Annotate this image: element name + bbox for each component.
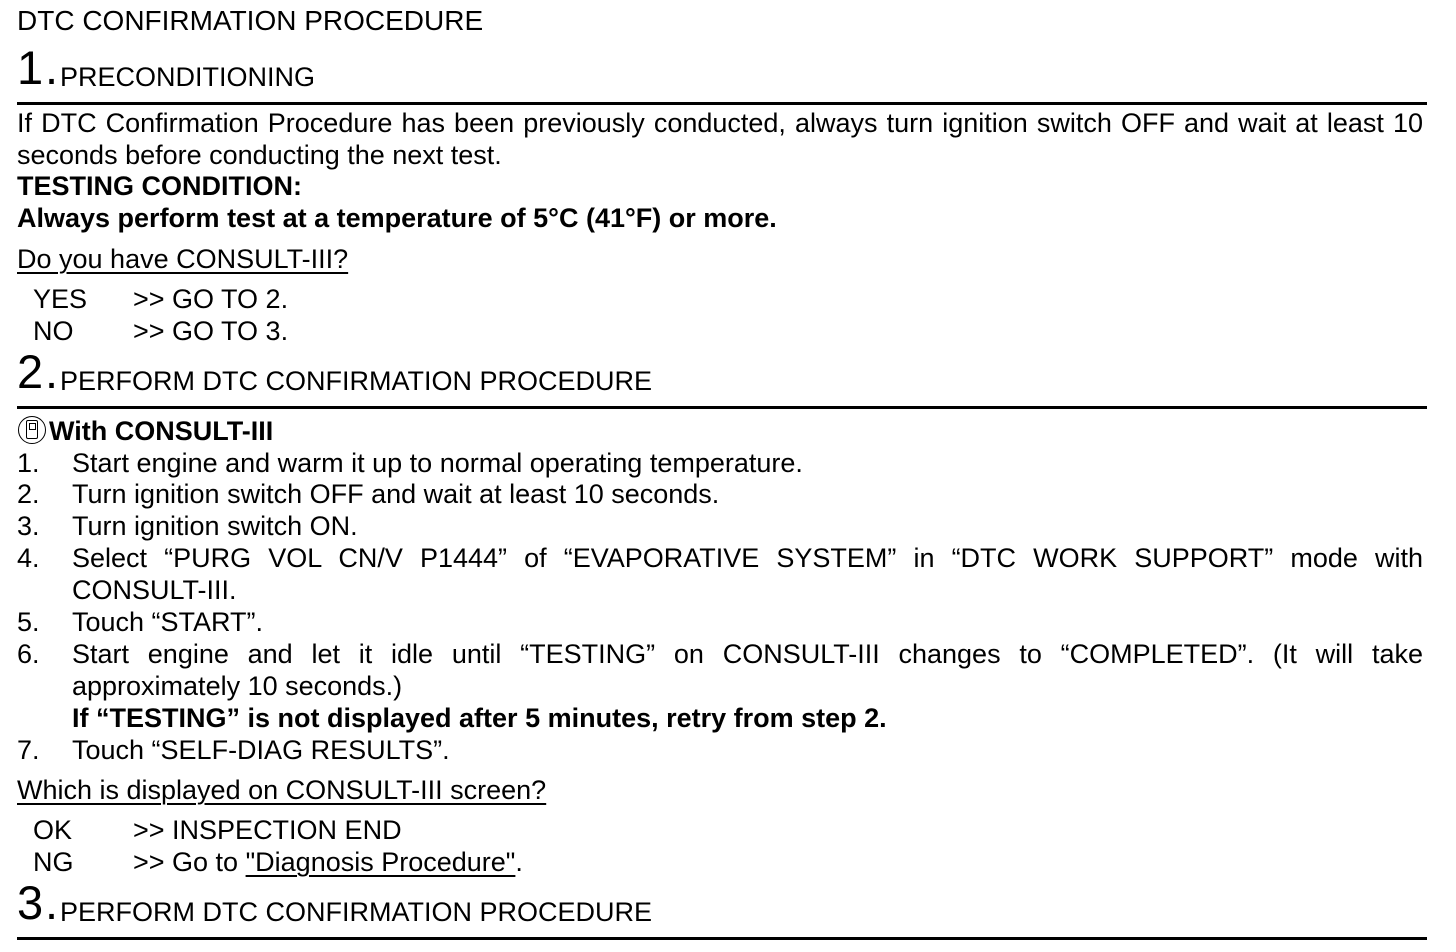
list-item-text: Touch “SELF-DIAG RESULTS”. — [72, 735, 450, 765]
testing-condition-text: Always perform test at a temperature of 5°C (41°F) or more. — [17, 203, 777, 233]
answer-no-value: >> GO TO 3. — [133, 316, 289, 346]
step-3-dot: . — [45, 876, 59, 929]
list-item-number: 6. — [17, 639, 40, 669]
list-item-number: 3. — [17, 511, 40, 541]
consult-tool-icon — [17, 415, 47, 445]
step-2-header — [17, 346, 1427, 402]
step-2-number: 2 — [17, 345, 44, 398]
step-2-title: PERFORM DTC CONFIRMATION PROCEDURE — [60, 366, 652, 396]
answer-no-key: NO — [33, 316, 74, 346]
step-2-divider — [17, 406, 1427, 409]
answer-ng-suffix: . — [515, 847, 523, 877]
step-1-title: PRECONDITIONING — [60, 62, 316, 92]
step-3-title: PERFORM DTC CONFIRMATION PROCEDURE — [60, 897, 652, 927]
testing-condition-label: TESTING CONDITION: — [17, 171, 302, 201]
step-1-note: If DTC Confirmation Procedure has been previously conducted, always turn ignition switch OFF and wait at least 10 seconds before conducting the next test. — [17, 108, 1423, 170]
answer-ng-key: NG — [33, 847, 74, 877]
step-3-divider — [17, 937, 1427, 940]
list-item-text: Select “PURG VOL CN/V P1444” of “EVAPORATIVE SYSTEM” in “DTC WORK SUPPORT” mode with CONSULT-III. — [72, 543, 1423, 605]
answer-yes-value: >> GO TO 2. — [133, 284, 289, 314]
list-item-text: Start engine and let it idle until “TESTING” on CONSULT-III changes to “COMPLETED”. (It will take approximately 10 seconds.) — [72, 639, 1423, 701]
answer-yes-key: YES — [33, 284, 88, 314]
list-item-number: 5. — [17, 607, 40, 637]
list-item-warning: If “TESTING” is not displayed after 5 minutes, retry from step 2. — [72, 703, 887, 733]
list-item-text: Turn ignition switch OFF and wait at least 10 seconds. — [72, 479, 720, 509]
step-1-number: 1 — [17, 41, 44, 94]
document-title: DTC CONFIRMATION PROCEDURE — [17, 5, 484, 36]
answer-ng-value — [133, 846, 523, 878]
list-item-number: 7. — [17, 735, 40, 765]
step-1-question: Do you have CONSULT-III? — [17, 244, 349, 274]
list-item-number: 1. — [17, 448, 40, 478]
list-item-number: 2. — [17, 479, 40, 509]
diagnosis-procedure-link[interactable]: "Diagnosis Procedure" — [245, 847, 516, 877]
step-1-header — [17, 42, 1427, 98]
list-item-text: Touch “START”. — [72, 607, 264, 637]
step-1-dot: . — [45, 41, 59, 94]
step-1-divider — [17, 102, 1427, 105]
with-consult-label: With CONSULT-III — [49, 416, 274, 446]
step-3-number: 3 — [17, 876, 44, 929]
list-item-text: Turn ignition switch ON. — [72, 511, 358, 541]
answer-ng-prefix: >> Go to — [133, 847, 246, 877]
answer-ok-value: >> INSPECTION END — [133, 815, 402, 845]
list-item-text: Start engine and warm it up to normal operating temperature. — [72, 448, 803, 478]
list-item-number: 4. — [17, 543, 40, 573]
with-consult-line — [17, 415, 273, 447]
step-2-dot: . — [45, 345, 59, 398]
answer-ok-key: OK — [33, 815, 73, 845]
step-2-question: Which is displayed on CONSULT-III screen? — [17, 775, 547, 805]
step-3-header — [17, 877, 1427, 933]
